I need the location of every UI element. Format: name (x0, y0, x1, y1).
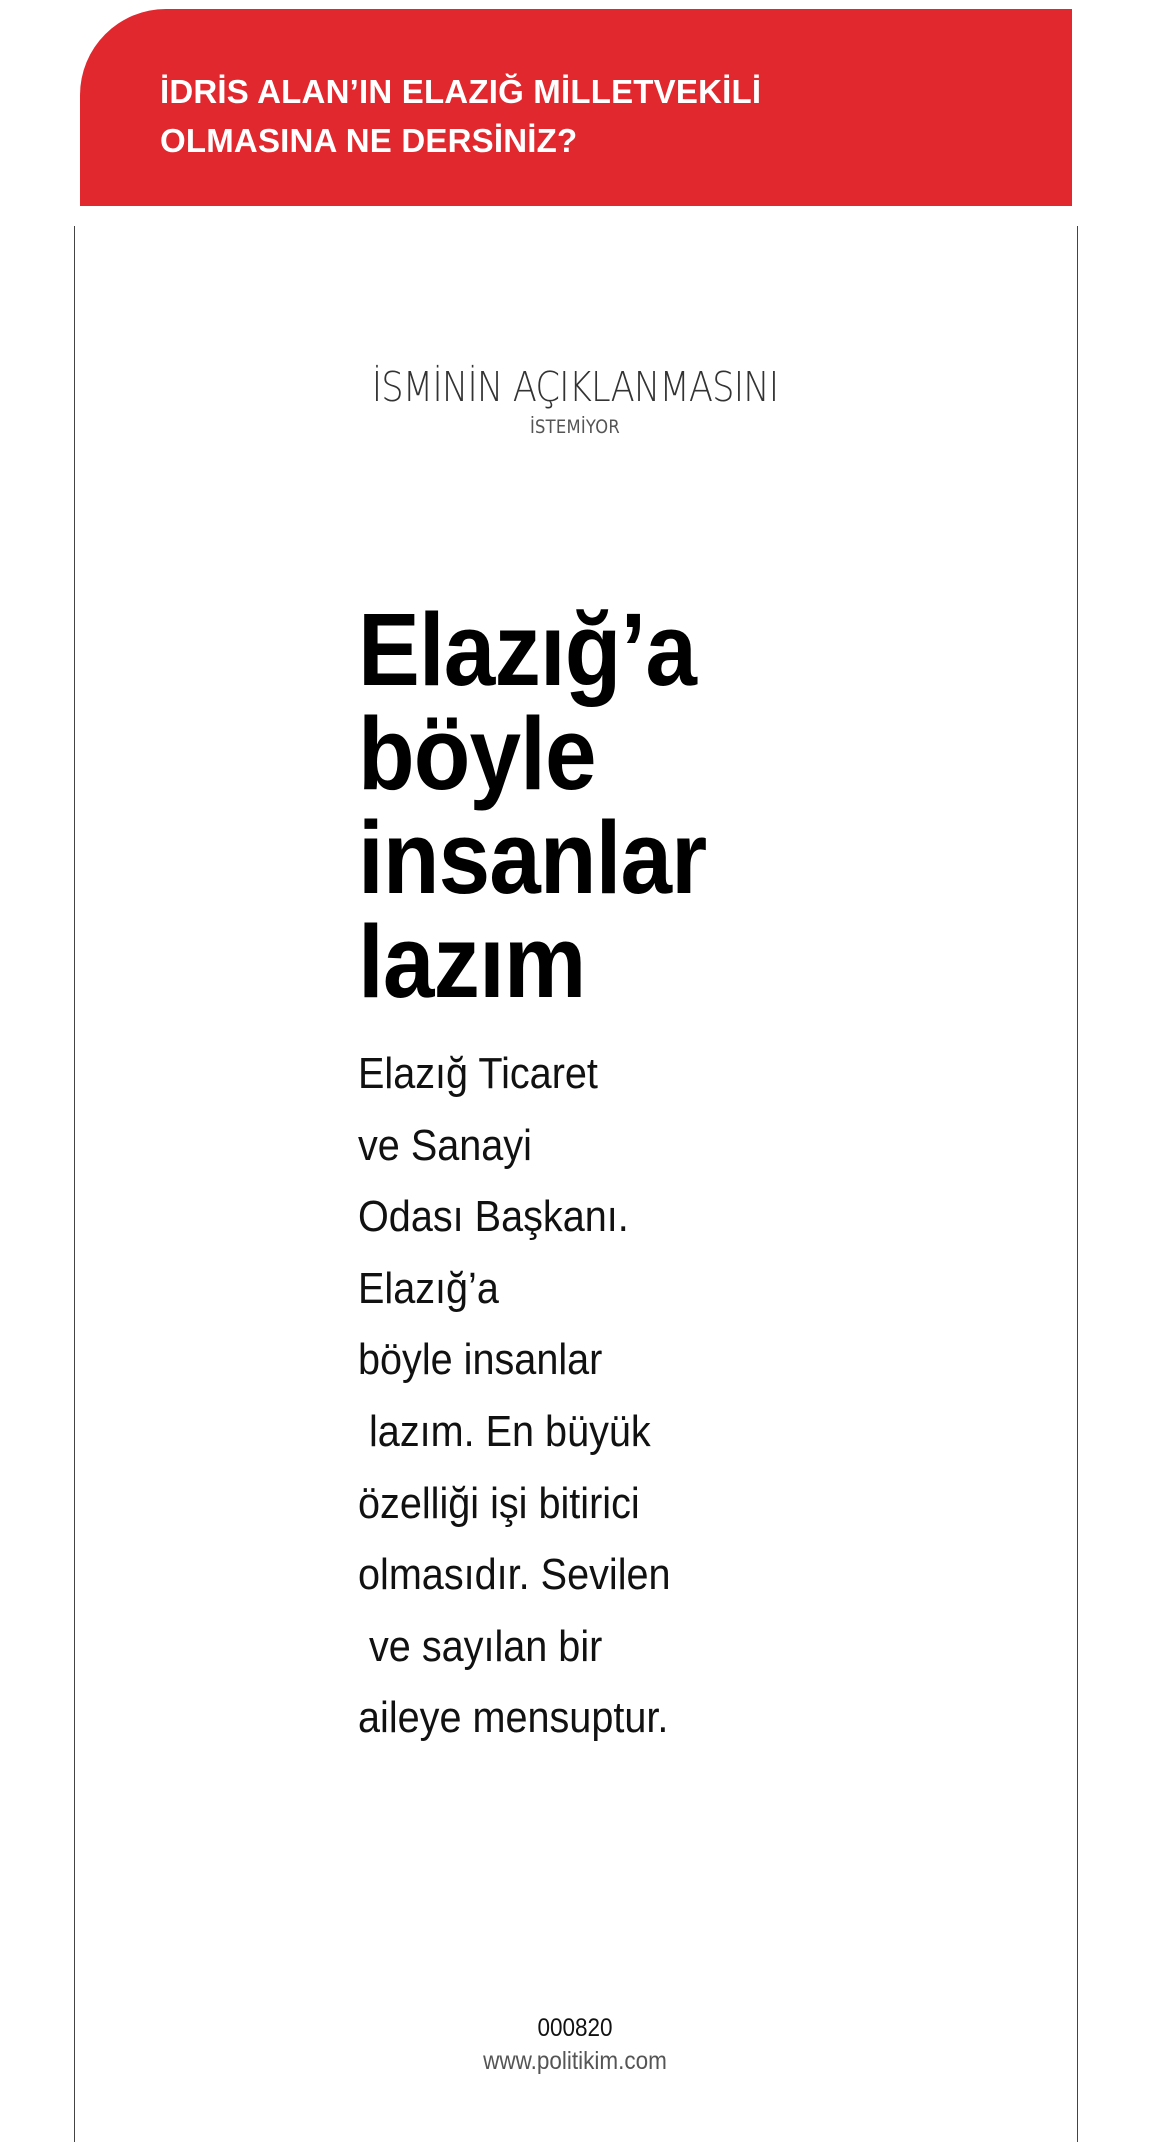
body-line: ve sayılan bir (358, 1621, 603, 1671)
headline-line: böyle (358, 696, 596, 811)
body-line: olmasıdır. Sevilen (358, 1550, 671, 1600)
body-line: Elazığ Ticaret (358, 1049, 598, 1098)
header-title (160, 67, 761, 165)
header-title-line: İDRİS ALAN’IN ELAZIĞ MİLLETVEKİLİ (160, 73, 762, 110)
body-line: özelliği işi bitirici (358, 1478, 640, 1528)
header-title-line: OLMASINA NE DERSİNİZ? (160, 122, 578, 159)
footer (0, 2012, 1150, 2078)
kicker-sub: İSTEMİYOR (529, 416, 621, 438)
body-line: aileye mensuptur. (358, 1693, 669, 1743)
body-line: Odası Başkanı. (358, 1192, 629, 1242)
body-line: böyle insanlar (358, 1335, 603, 1385)
kicker (0, 360, 1150, 440)
headline-line: lazım (358, 904, 586, 1019)
header-banner (80, 9, 1072, 206)
body-line: lazım. En büyük (358, 1406, 651, 1456)
body-text (358, 1038, 671, 1754)
headline-line: Elazığ’a (358, 592, 696, 707)
headline-line: insanlar (358, 800, 707, 915)
right-frame-line (1077, 226, 1078, 2142)
footer-code: 000820 (537, 2014, 613, 2042)
kicker-main: İSMİNİN AÇIKLANMASINI (371, 363, 779, 411)
headline (358, 592, 707, 1019)
body-line: Elazığ’a (358, 1263, 499, 1313)
body-line: ve Sanayi (358, 1120, 532, 1170)
footer-url[interactable]: www.politikim.com (483, 2047, 667, 2075)
left-frame-line (74, 226, 75, 2142)
